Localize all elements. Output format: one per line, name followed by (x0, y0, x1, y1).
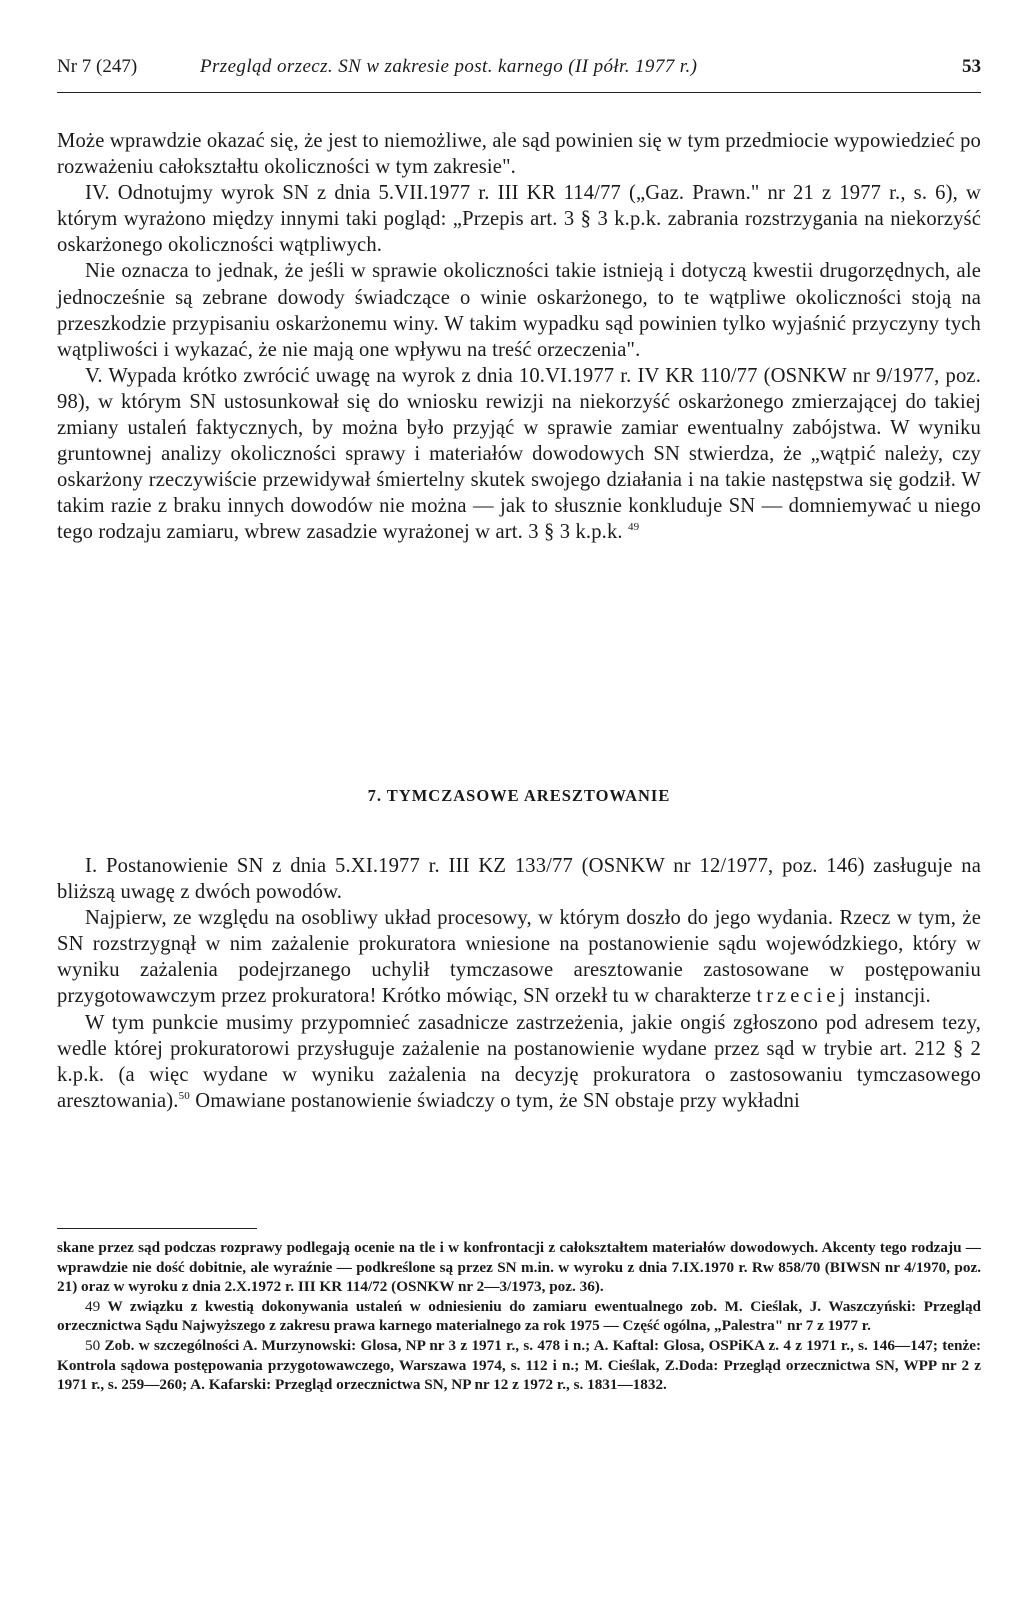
footnote-50 (57, 1336, 981, 1395)
footnote-49-number: 49 (85, 1297, 101, 1315)
paragraph-1: Może wprawdzie okazać się, że jest to niemożliwe, ale sąd powinien się w tym przedmiocie wypowiedzieć po rozważeniu całokształtu okoliczności w tym zakresie". (57, 130, 981, 179)
page-number: 53 (962, 56, 981, 77)
footnote-continuation: skane przez sąd podczas rozprawy podlegają ocenie na tle i w konfrontacji z całokształtem materiałów dowodowych. Akcenty tego rodzaju — wprawdzie nie dość dobitnie, ale wyraźnie — podkreślone są przez SN m.in. w wyroku z dnia 7.IX.1970 r. Rw 858/70 (BIWSN nr 4/1970, poz. 21) oraz w wyroku z dnia 2.X.1972 r. III KR 114/72 (OSNKW nr 2—3/1973, poz. 36). (57, 1239, 981, 1296)
footnote-49 (57, 1297, 981, 1336)
paragraph-i-2-end: instancji. (854, 985, 931, 1008)
section-heading: 7. TYMCZASOWE ARESZTOWANIE (367, 786, 671, 805)
footnotes (57, 1238, 981, 1395)
paragraph-i: I. Postanowienie SN z dnia 5.XI.1977 r. III KZ 133/77 (OSNKW nr 12/1977, poz. 146) zasługuje na bliższą uwagę z dwóch powodów. (57, 855, 981, 904)
running-header (57, 56, 981, 86)
footnote-50-text: Zob. w szczególności A. Murzynowski: Glosa, NP nr 3 z 1971 r., s. 478 i n.; A. Kaftal: Glosa, OSPiKA z. 4 z 1971 r., s. 146—147; tenże: Kontrola sądowa postępowania przygotowawczego, Warszawa 1974, s. 112 i n.; M. Cieślak, Z.Doda: Przegląd orzecznictwa SN, WPP nr 2 z 1971 r., s. 259—260; A. Kafarski: Przegląd orzecznictwa SN, NP nr 12 z 1972 r., s. 1831—1832. (57, 1336, 982, 1394)
paragraph-iv-quote: Nie oznacza to jednak, że jeśli w sprawie okoliczności takie istnieją i dotyczą kwestii drugorzędnych, ale jednocześnie są zebrane dowody świadczące o winie oskarżonego, to te wątpliwe okoliczności stoją na przeszkodzie przypisaniu oskarżonemu winy. W takim wypadku sąd powinien tylko wyjaśnić przyczyny tych wątpliwości i wykazać, że nie mają one wpływu na treść orzeczenia". (57, 260, 981, 361)
paragraph-i-3 (57, 1010, 981, 1114)
running-title: Przegląd orzecz. SN w zakresie post. karnego (II półr. 1977 r.) (200, 56, 698, 77)
issue-number: Nr 7 (247) (57, 56, 138, 77)
paragraph-i-3-end: Omawiane postanowienie świadczy o tym, że SN obstaje przy wykładni (195, 1089, 800, 1112)
body-text-lower (57, 853, 981, 1114)
footnote-rule (57, 1228, 257, 1229)
paragraph-i-3-text: W tym punkcie musimy przypomnieć zasadnicze zastrzeżenia, jakie ongiś zgłoszono pod adresem tezy, wedle której prokuratorowi przysługuje zażalenie na postanowienie wydane przez sąd w trybie art. 212 § 2 k.p.k. (a więc wydane w wyniku zażalenia na decyzję prokuratora o zastosowaniu tymczasowego aresztowania). (57, 1011, 981, 1112)
header-rule (57, 92, 981, 93)
paragraph-iv: IV. Odnotujmy wyrok SN z dnia 5.VII.1977 r. III KR 114/77 („Gaz. Prawn." nr 21 z 1977 r., s. 6), w którym wyrażono między innymi taki pogląd: „Przepis art. 3 § 3 k.p.k. zabrania rozstrzygania na niekorzyść oskarżonego okoliczności wątpliwych. (57, 182, 981, 257)
paragraph-i-2 (57, 905, 981, 1009)
footnote-50-number: 50 (85, 1336, 101, 1354)
footnote-49-text: W związku z kwestią dokonywania ustaleń w odniesieniu do zamiaru ewentualnego zob. M. Cieślak, J. Waszczyński: Przegląd orzecznictwa Sądu Najwyższego z zakresu prawa karnego materialnego za rok 1975 — Część ogólna, „Palestra" nr 7 z 1977 r. (57, 1297, 981, 1335)
paragraph-v (57, 363, 981, 546)
spaced-word: trzeciej (756, 985, 850, 1008)
footnote-ref-49: 49 (628, 521, 640, 534)
paragraph-v-text: V. Wypada krótko zwrócić uwagę na wyrok z dnia 10.VI.1977 r. IV KR 110/77 (OSNKW nr 9/1977, poz. 98), w którym SN ustosunkował się do wniosku rewizji na niekorzyść oskarżonego zmierzającej do takiej zmiany ustaleń faktycznych, by można było przyjąć w sprawie zamiar ewentualny zabójstwa. W wyniku gruntownej analizy okoliczności sprawy i materiałów dowodowych SN stwierdza, że „wątpić należy, czy oskarżony rzeczywiście przewidywał śmiertelny skutek swojego działania i na takie następstwa się godził. W takim razie z braku innych dowodów nie można — jak to słusznie konkluduje SN — domniemywać u niego tego rodzaju zamiaru, wbrew zasadzie wyrażonej w art. 3 § 3 k.p.k. (57, 364, 981, 544)
paragraph-i-2-text: Najpierw, ze względu na osobliwy układ procesowy, w którym doszło do jego wydania. Rzecz w tym, że SN rozstrzygnął w nim zażalenie prokuratora wniesione na postanowienie sądu wojewódzkiego, który w wyniku zażalenia podejrzanego uchylił tymczasowe aresztowanie zastosowane w postępowaniu przygotowawczym przez prokuratora! Krótko mówiąc, SN orzekł tu w charakterze (57, 907, 981, 1008)
body-text-upper (57, 128, 981, 546)
footnote-ref-50: 50 (178, 1089, 190, 1102)
